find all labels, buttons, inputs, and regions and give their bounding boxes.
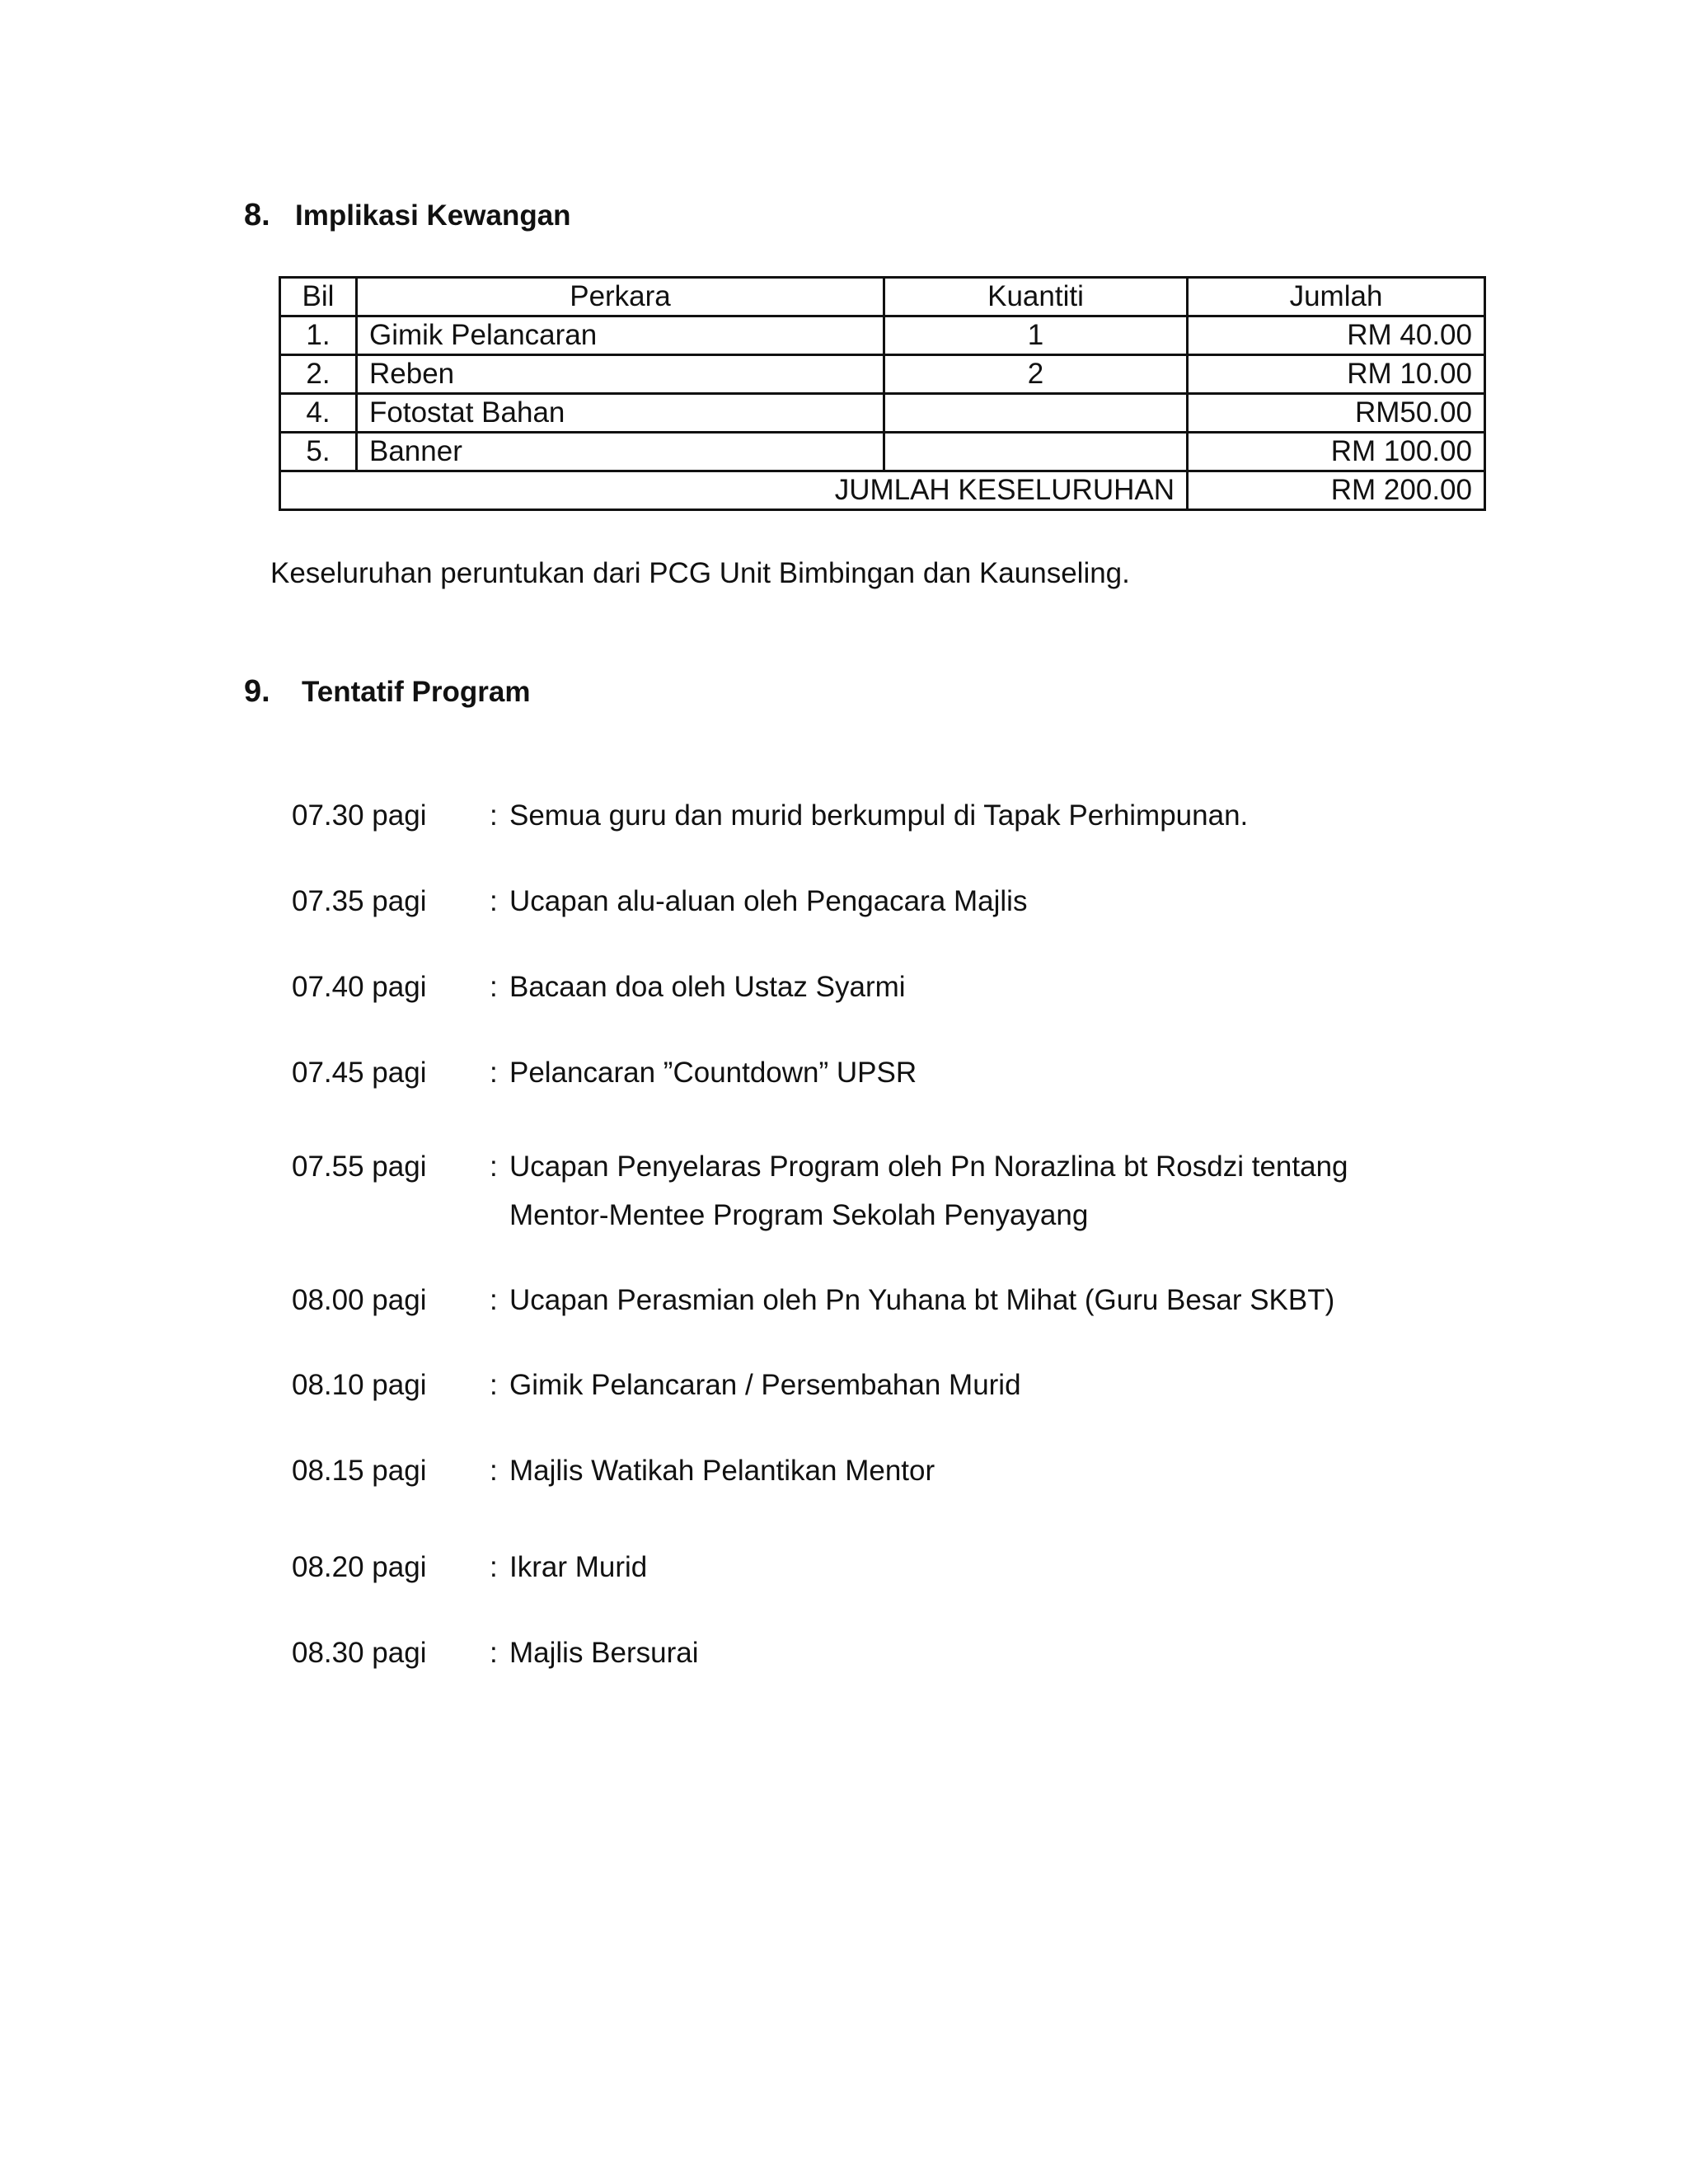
schedule-description: Ucapan Perasmian oleh Pn Yuhana bt Mihat (Guru Besar SKBT) (509, 1284, 1335, 1316)
table-total-row (280, 471, 1485, 510)
table-row (280, 316, 1485, 355)
schedule-time: 07.30 pagi (292, 799, 427, 832)
cell-perkara: Reben (357, 355, 884, 394)
cell-jumlah: RM50.00 (1188, 394, 1485, 433)
schedule-item (292, 1543, 1416, 1591)
schedule-time: 07.40 pagi (292, 971, 427, 1003)
schedule-time: 07.35 pagi (292, 885, 427, 917)
schedule-item (292, 963, 1416, 1011)
table-header-row (280, 278, 1485, 316)
table-row (280, 433, 1485, 471)
cell-bil: 4. (280, 394, 357, 433)
header-jumlah: Jumlah (1188, 278, 1485, 316)
schedule-description: Ucapan Penyelaras Program oleh Pn Norazlina bt Rosdzi tentang Mentor-Mentee Program Sekolah Penyayang (509, 1151, 1348, 1231)
schedule-time: 07.45 pagi (292, 1057, 427, 1089)
section-9-number: 9. (244, 674, 270, 709)
schedule-colon: : (490, 1455, 498, 1487)
schedule-description: Majlis Watikah Pelantikan Mentor (509, 1455, 935, 1487)
finance-table (279, 276, 1486, 511)
total-label: JUMLAH KESELURUHAN (280, 471, 1188, 510)
schedule-description: Bacaan doa oleh Ustaz Syarmi (509, 971, 906, 1003)
schedule-item (292, 1276, 1416, 1324)
schedule-colon: : (490, 1151, 498, 1183)
header-kuantiti: Kuantiti (884, 278, 1188, 316)
schedule-colon: : (490, 1369, 498, 1401)
schedule-colon: : (490, 799, 498, 832)
schedule-colon: : (490, 1284, 498, 1316)
schedule-time: 08.20 pagi (292, 1551, 427, 1583)
schedule-item (292, 1361, 1416, 1409)
table-row (280, 394, 1485, 433)
schedule-time: 08.30 pagi (292, 1637, 427, 1669)
schedule-item (292, 1629, 1416, 1677)
header-bil: Bil (280, 278, 357, 316)
schedule-time: 08.15 pagi (292, 1455, 427, 1487)
cell-bil: 1. (280, 316, 357, 355)
cell-perkara: Banner (357, 433, 884, 471)
cell-jumlah: RM 10.00 (1188, 355, 1485, 394)
schedule-item (292, 1446, 1416, 1495)
cell-jumlah: RM 100.00 (1188, 433, 1485, 471)
section-9-heading (244, 674, 530, 710)
section-9-title: Tentatif Program (302, 676, 531, 708)
schedule-item (292, 791, 1416, 840)
cell-kuantiti: 1 (884, 316, 1188, 355)
cell-bil: 2. (280, 355, 357, 394)
cell-perkara: Fotostat Bahan (357, 394, 884, 433)
schedule-colon: : (490, 971, 498, 1003)
finance-note: Keseluruhan peruntukan dari PCG Unit Bimbingan dan Kaunseling. (270, 557, 1130, 589)
cell-perkara: Gimik Pelancaran (357, 316, 884, 355)
schedule-time: 07.55 pagi (292, 1151, 427, 1183)
schedule-description: Pelancaran ”Countdown” UPSR (509, 1057, 917, 1089)
schedule-description: Semua guru dan murid berkumpul di Tapak Perhimpunan. (509, 799, 1249, 832)
section-8-number: 8. (244, 198, 270, 232)
total-value: RM 200.00 (1188, 471, 1485, 510)
schedule-description: Majlis Bersurai (509, 1637, 699, 1669)
schedule-description: Ucapan alu-aluan oleh Pengacara Majlis (509, 885, 1028, 917)
section-8-heading (244, 198, 571, 233)
schedule-colon: : (490, 1637, 498, 1669)
table-row (280, 355, 1485, 394)
schedule-time: 08.00 pagi (292, 1284, 427, 1316)
cell-bil: 5. (280, 433, 357, 471)
cell-kuantiti (884, 394, 1188, 433)
header-perkara: Perkara (357, 278, 884, 316)
schedule-description: Ikrar Murid (509, 1551, 648, 1583)
cell-kuantiti (884, 433, 1188, 471)
schedule-item (292, 1142, 1416, 1240)
schedule-colon: : (490, 1551, 498, 1583)
schedule-time: 08.10 pagi (292, 1369, 427, 1401)
schedule-colon: : (490, 885, 498, 917)
cell-kuantiti: 2 (884, 355, 1188, 394)
schedule-description: Gimik Pelancaran / Persembahan Murid (509, 1369, 1021, 1401)
section-8-title: Implikasi Kewangan (295, 199, 571, 232)
cell-jumlah: RM 40.00 (1188, 316, 1485, 355)
schedule-item (292, 877, 1416, 926)
schedule-item (292, 1048, 1416, 1097)
schedule-colon: : (490, 1057, 498, 1089)
